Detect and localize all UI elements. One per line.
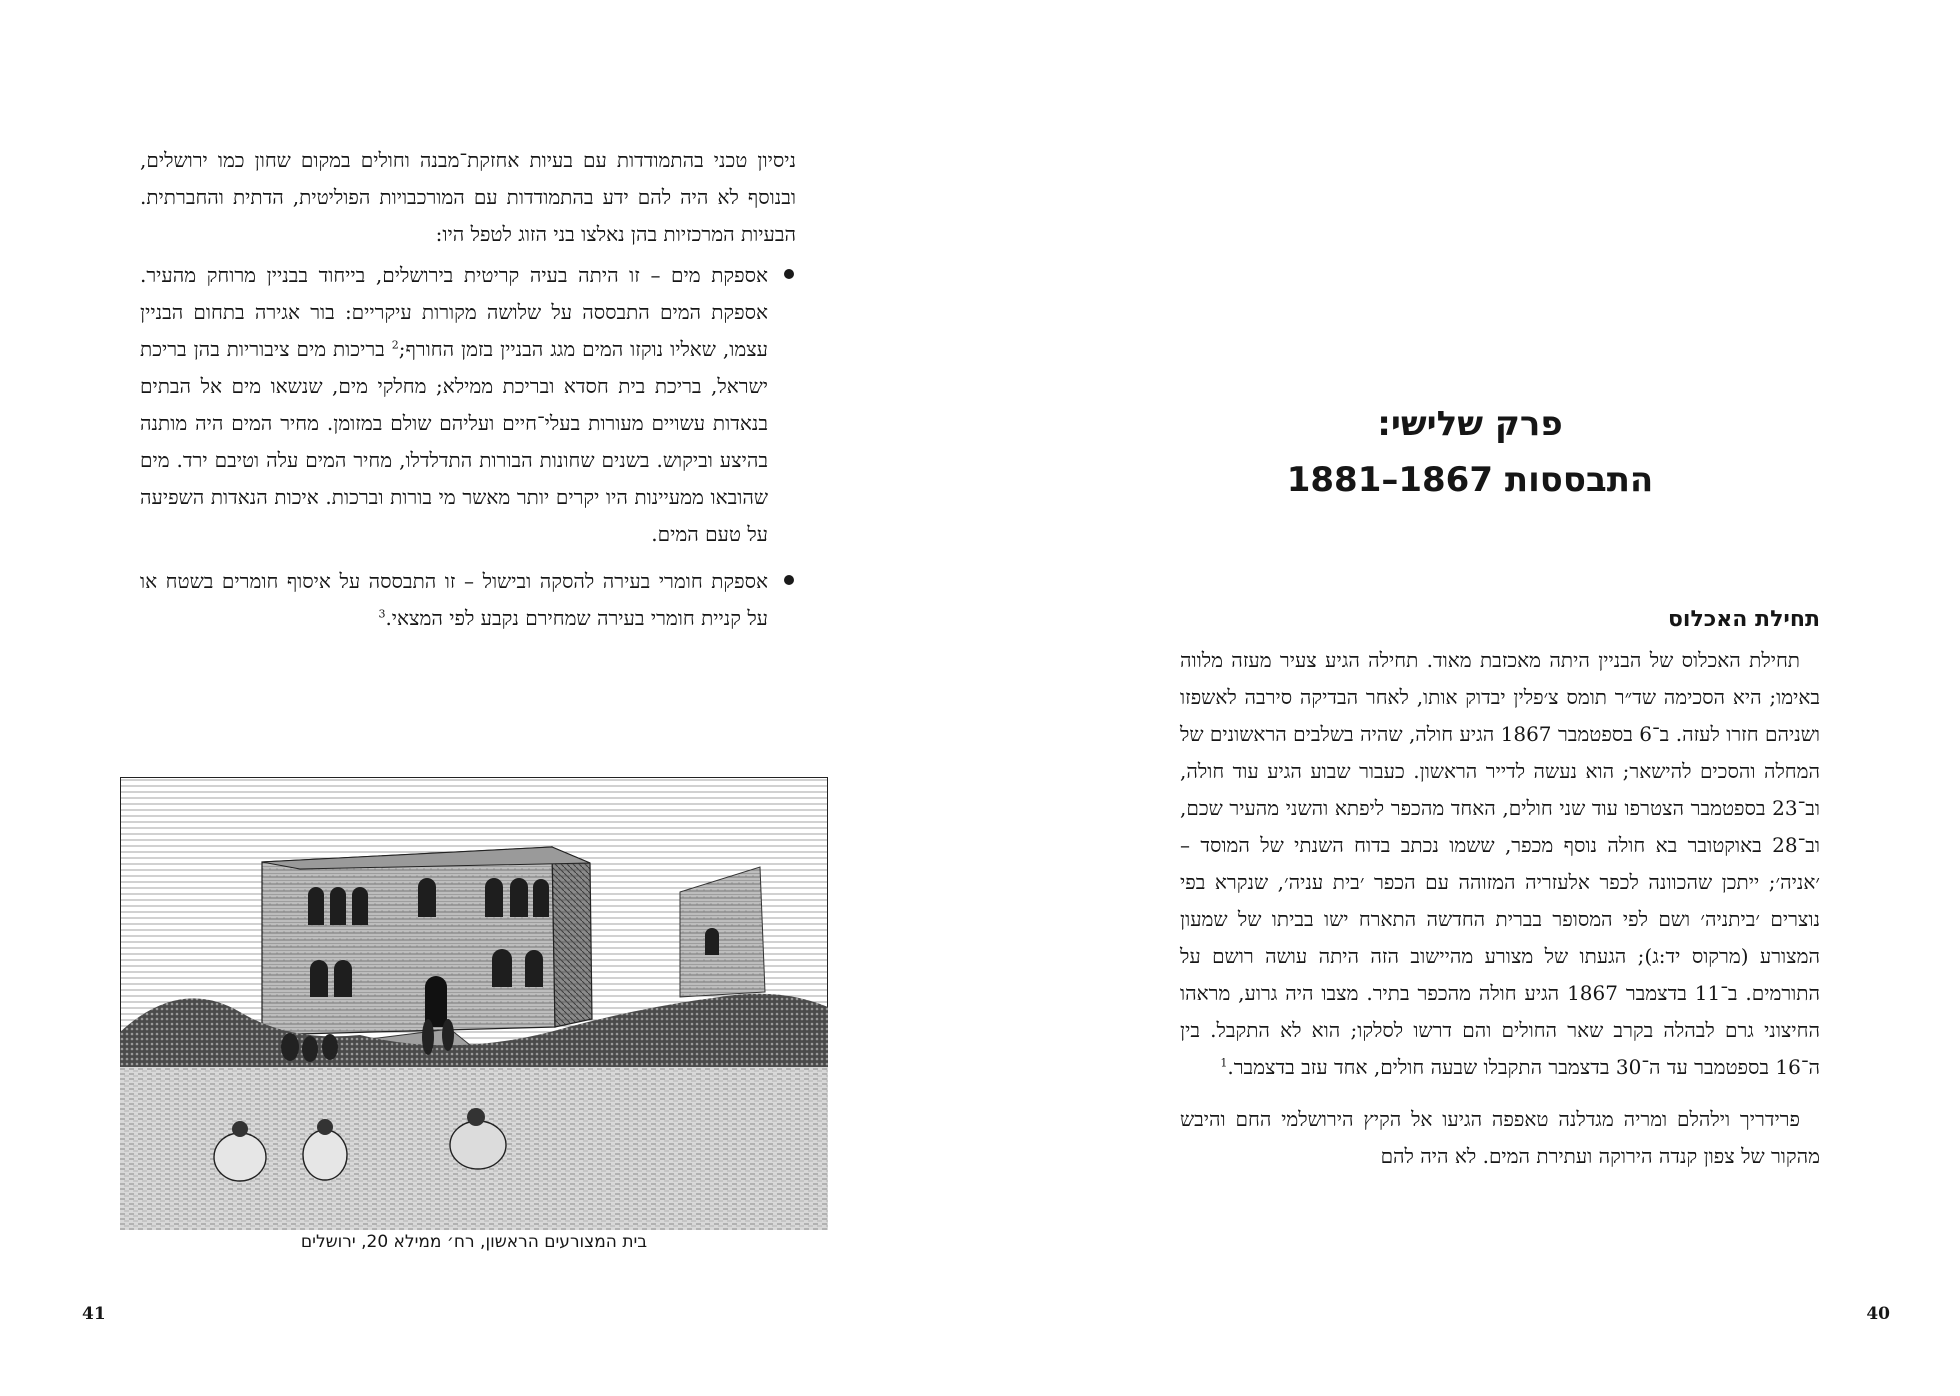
bullet-list bbox=[140, 257, 796, 647]
page-number-left: 41 bbox=[82, 1304, 106, 1324]
water-text: אספקת מים – זו היתה בעיה קריטית בירושלים, בייחוד בבניין מרוחק מהעיר. אספקת המים התבססה על שלושה מקורות עיקריים: בור אגירה בתחום הבניין עצמו, שאליו נוקזו המים מגג הבניין בזמן החורף; bbox=[140, 263, 768, 361]
chapter-title-line2: התבססות 1867–1881 bbox=[1286, 460, 1654, 500]
chapter-title-line1: פרק שלישי: bbox=[1377, 404, 1563, 444]
image-caption: בית המצורעים הראשון, רח׳ ממילא 20, ירושלים bbox=[300, 1232, 648, 1252]
list-item-water bbox=[140, 257, 796, 553]
paragraph-2: פרידריך וילהלם ומריה מגדלנה טאפפה הגיעו אל הקיץ הירושלמי החם והיבש מהקור של צפון קנדה הירוקה ועתירת המים. לא היה להם bbox=[1180, 1107, 1820, 1168]
page-number-right: 40 bbox=[1866, 1304, 1890, 1324]
list-item-text bbox=[140, 257, 768, 553]
engraving-image bbox=[120, 777, 828, 1230]
water-text-cont: בריכות מים ציבוריות בהן בריכת ישראל, בריכת בית חסדא ובריכת ממילא; מחלקי מים, שנשאו מים אל הבתים בנאדות עשויים מעורות בעלי־חיים ועליהם שולם במזומן. מחיר המים היה מותנה בהיצע וביקוש. בשנים שחונות הבורות התדלדלו, מחיר המים עלה וטיבם ירד. מים שהובאו ממעיינות היו יקרים יותר מאשר מי בורות וברכות. איכות הנאדות השפיעה על טעם המים. bbox=[140, 337, 768, 546]
footnote-ref[interactable]: 1 bbox=[1220, 1056, 1228, 1070]
footnote-ref[interactable]: 3 bbox=[378, 607, 386, 621]
paragraph-1 bbox=[1180, 642, 1820, 1086]
section-heading: תחילת האכלוס bbox=[1667, 607, 1820, 632]
chapter-title bbox=[1240, 396, 1700, 508]
paragraph-1-text: תחילת האכלוס של הבניין היתה מאכזבת מאוד. תחילה הגיע צעיר מעזה מלווה באימו; היא הסכימה שד״ר תומס צ׳פלין יבדוק אותו, לאחר הבדיקה סירבה לאשפזו ושניהם חזרו לעזה. ב־6 בספטמבר 1867 הגיע חולה, שהיה בשלבים הראשונים של המחלה והסכים להישאר; הוא נעשה לדייר הראשון. כעבור שבוע הגיע עוד חולה, וב־23 בספטמבר הצטרפו עוד שני חולים, האחד מהכפר ליפתא והשני מהעיר שכם, וב־28 באוקטובר בא חולה נוסף מכפר, ששמו נכתב בדוח השנתי של המוסד – ׳אניה׳; ייתכן שהכוונה לכפר אלעזריה המזוהה עם הכפר ׳בית עניה׳, שנקרא בפי נוצרים ׳ביתניה׳ ושם לפי המסופר בברית החדשה התארח ישו בביתו של שמעון המצורע (מרקוס יד:ג); הגעתו של מצורע מהיישוב הזה היתה עושה רושם על התורמים. ב־11 בדצמבר 1867 הגיע חולה מהכפר בתיר. מצבו היה גרוע, מראהו החיצוני גרם לבהלה בקרב שאר החולים והם דרשו לסלקו; הוא לא התקבל. בין ה־16 בספטמבר עד ה־30 בדצמבר התקבלו שבעה חולים, אחד עזב בדצמבר. bbox=[1180, 648, 1821, 1079]
fuel-text: אספקת חומרי בעירה להסקה ובישול – זו התבססה על איסוף חומרים בשטח או על קניית חומרי בעירה שמחירם נקבע לפי המצאי. bbox=[140, 569, 768, 630]
footnote-ref[interactable]: 2 bbox=[391, 338, 399, 352]
list-item-fuel bbox=[140, 563, 796, 637]
section-body bbox=[1180, 642, 1820, 1175]
intro-paragraph: ניסיון טכני בהתמודדות עם בעיות אחזקת־מבנה וחולים במקום שחון כמו ירושלים, ובנוסף לא היה להם ידע בהתמודדות עם המורכבויות הפוליטית, הדתית והחברתית. הבעיות המרכזיות בהן נאלצו בני הזוג לטפל היו: bbox=[140, 148, 796, 246]
bullet-icon bbox=[784, 269, 794, 279]
bullet-icon bbox=[784, 575, 794, 585]
right-page bbox=[980, 0, 1960, 1396]
list-item-text bbox=[140, 563, 768, 637]
